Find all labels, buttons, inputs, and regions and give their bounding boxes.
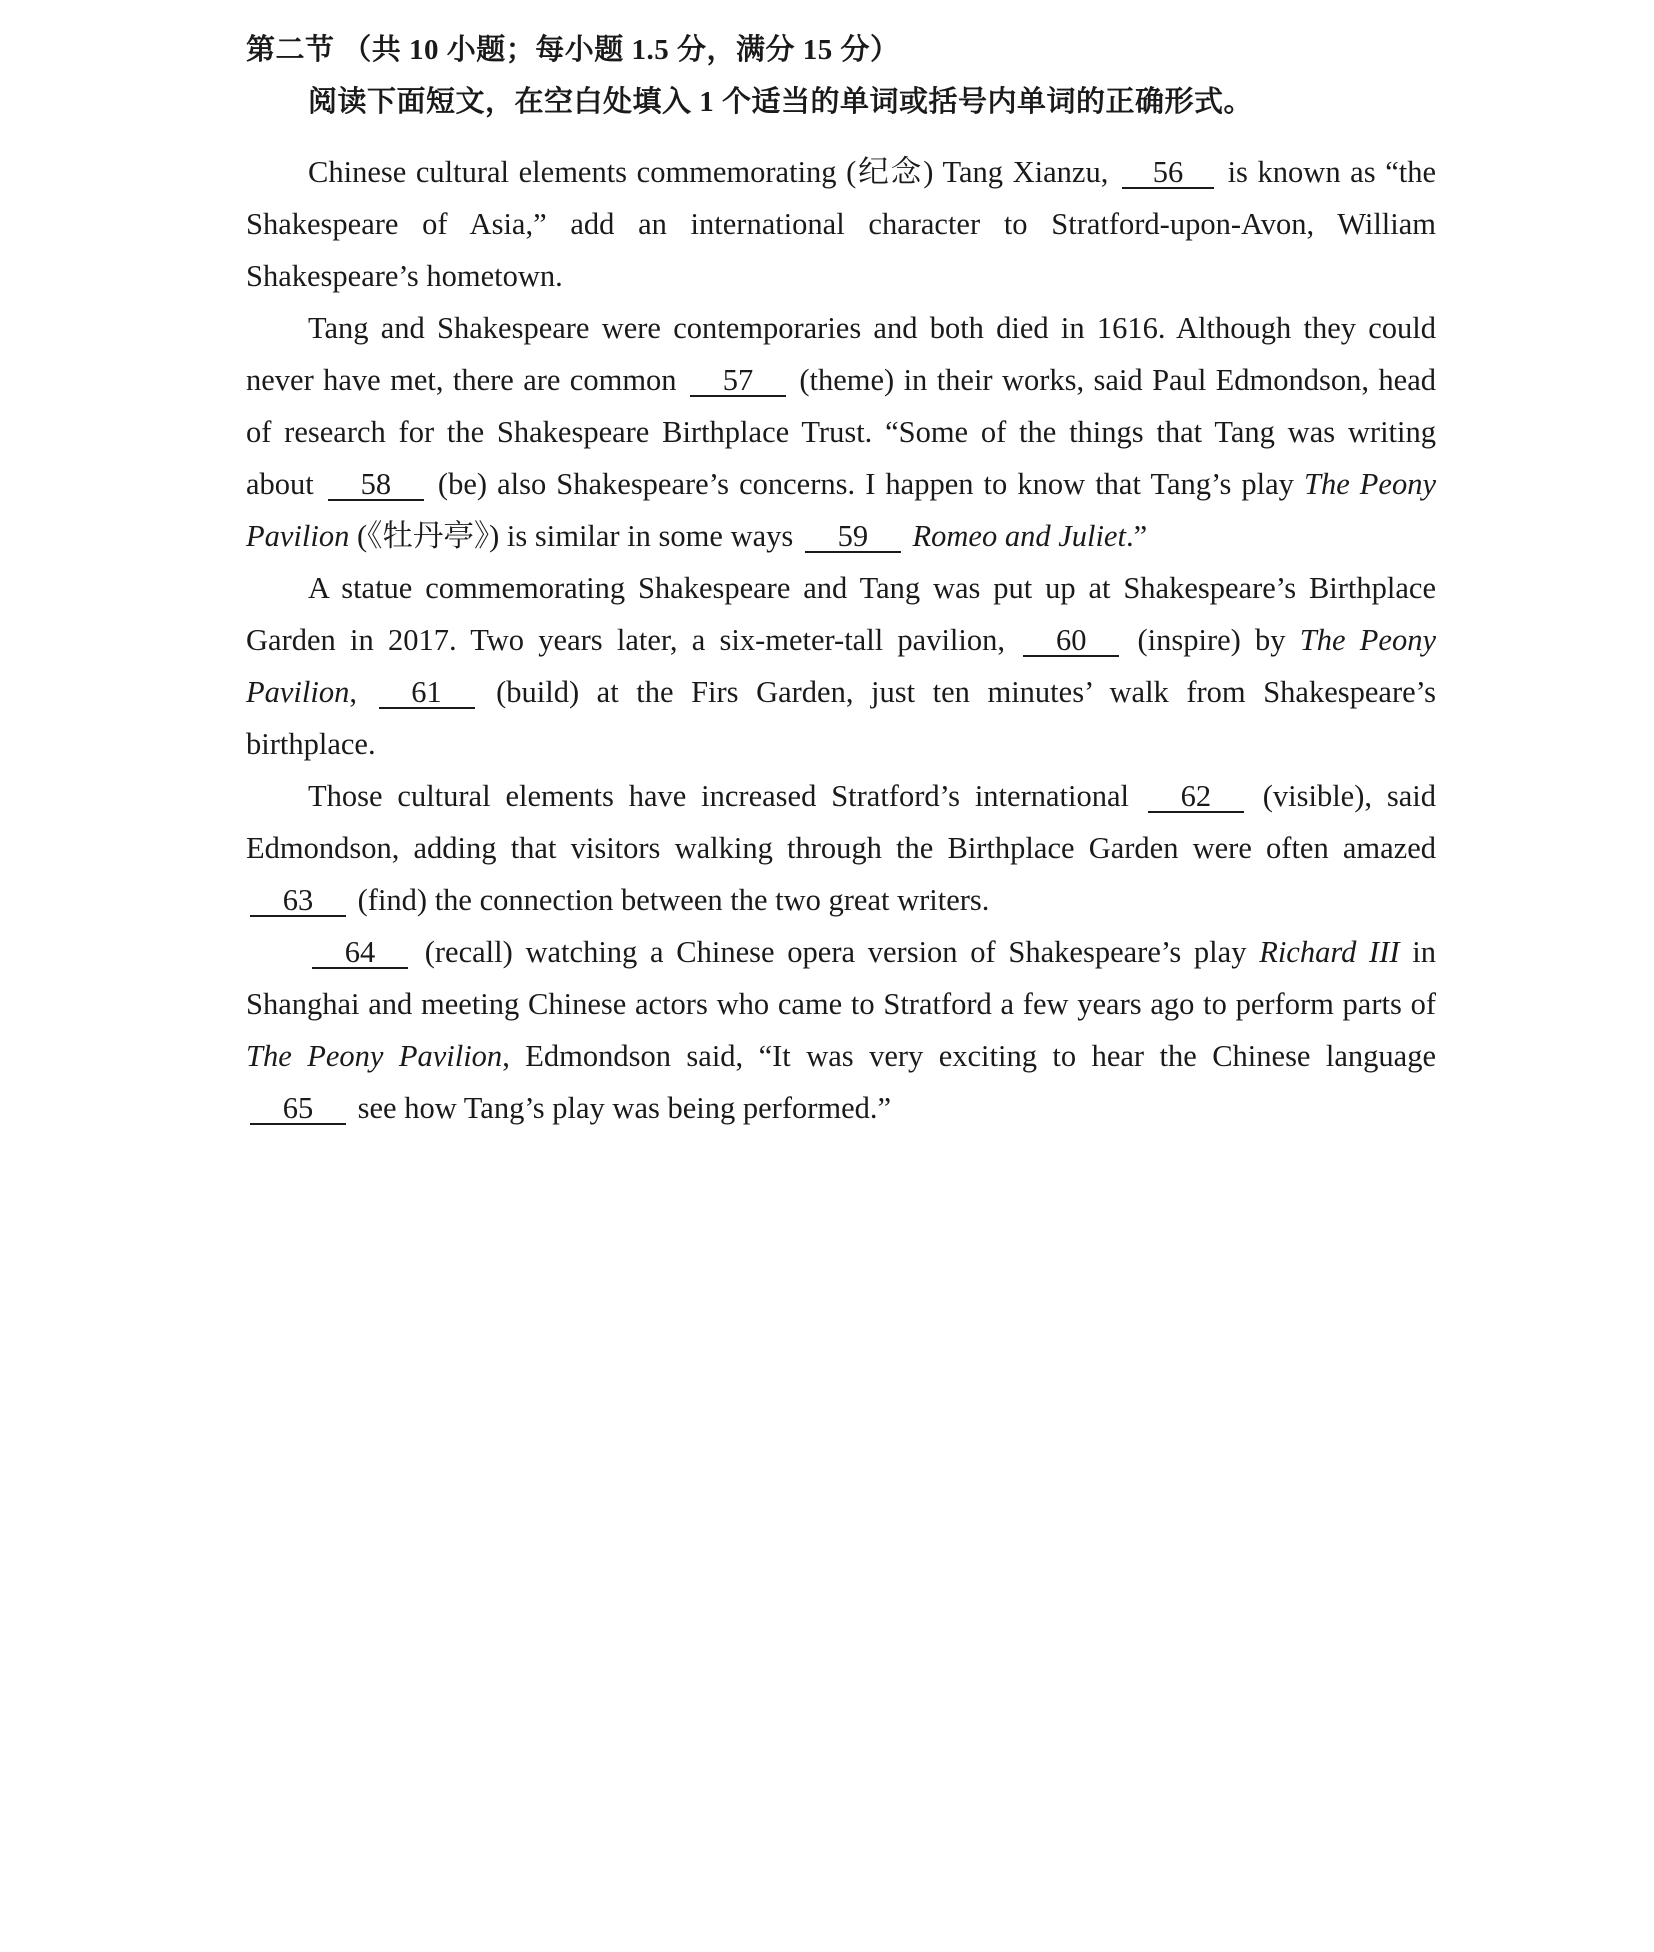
blank-62[interactable]: 62 [1148,781,1244,813]
title-peony-pavilion: The Peony Pavilion [246,467,1437,553]
paragraph-3-text-4: (build) at the Firs Garden, just ten minutes’ walk from Shakespeare’s birthplace. [246,675,1436,761]
instruction-text: 阅读下面短文，在空白处填入 1 个适当的单词或括号内单词的正确形式。 [308,86,1254,118]
blank-65[interactable]: 65 [250,1093,346,1125]
paragraph-4-text-2: (visible), said Edmondson, adding that visitors walking through the Birthplace Garden were often amazed [246,779,1436,865]
paragraph-2-text-6: .” [1125,519,1148,553]
paragraph-1-text-2: is known as “the Shakespeare of Asia,” add an international character to Stratford-upon-Avon, William Shakespeare’s hometown. [246,155,1436,293]
paragraph-5-text-1: (recall) watching a Chinese opera version of Shakespeare’s play [412,935,1260,969]
paragraph-5 [246,926,1436,1134]
paragraph-3 [246,562,1436,770]
paragraph-2-text-5 [905,519,913,553]
paragraph-2-text-4: (《牡丹亭》) is similar in some ways [349,519,801,553]
blank-63[interactable]: 63 [250,885,346,917]
paragraph-2-text-1: Tang and Shakespeare were contemporaries and both died in 1616. Although they could never have met, there are common [246,311,1436,397]
section-title: 第二节 （共 10 小题；每小题 1.5 分，满分 15 分） [246,34,900,66]
paragraph-3-text-3: , [349,675,375,709]
document-page [246,24,1436,1134]
title-richard-iii: Richard III [1259,935,1400,969]
paragraph-2 [246,302,1436,562]
paragraph-5-text-3: , Edmondson said, “It was very exciting to hear the Chinese language [502,1039,1436,1073]
paragraph-4-text-3: (find) the connection between the two great writers. [350,883,990,917]
paragraph-3-text-2: (inspire) by [1123,623,1300,657]
paragraph-1 [246,146,1436,302]
paragraph-3-text-1: A statue commemorating Shakespeare and Tang was put up at Shakespeare’s Birthplace Garden in 2017. Two years later, a six-meter-tall pavilion, [246,571,1436,657]
paragraph-1-text-1: Chinese cultural elements commemorating (纪念) Tang Xianzu, [308,155,1118,189]
title-romeo-and-juliet: Romeo and Juliet [912,519,1126,553]
blank-60[interactable]: 60 [1023,625,1119,657]
paragraph-2-text-2: (theme) in their works, said Paul Edmondson, head of research for the Shakespeare Birthplace Trust. “Some of the things that Tang was writing about [246,363,1436,501]
paragraph-4 [246,770,1436,926]
paragraph-4-text-1: Those cultural elements have increased Stratford’s international [308,779,1144,813]
blank-58[interactable]: 58 [328,469,424,501]
blank-59[interactable]: 59 [805,521,901,553]
paragraph-5-text-4: see how Tang’s play was being performed.” [350,1091,892,1125]
blank-57[interactable]: 57 [690,365,786,397]
paragraph-5-text-2: in Shanghai and meeting Chinese actors who came to Stratford a few years ago to perform parts of [246,935,1436,1021]
blank-64[interactable]: 64 [312,937,408,969]
title-peony-pavilion: The Peony Pavilion [246,623,1436,709]
paragraph-2-text-3: (be) also Shakespeare’s concerns. I happen to know that Tang’s play [427,467,1304,501]
blank-61[interactable]: 61 [379,677,475,709]
blank-56[interactable]: 56 [1122,157,1214,189]
title-peony-pavilion: The Peony Pavilion [246,1039,503,1073]
